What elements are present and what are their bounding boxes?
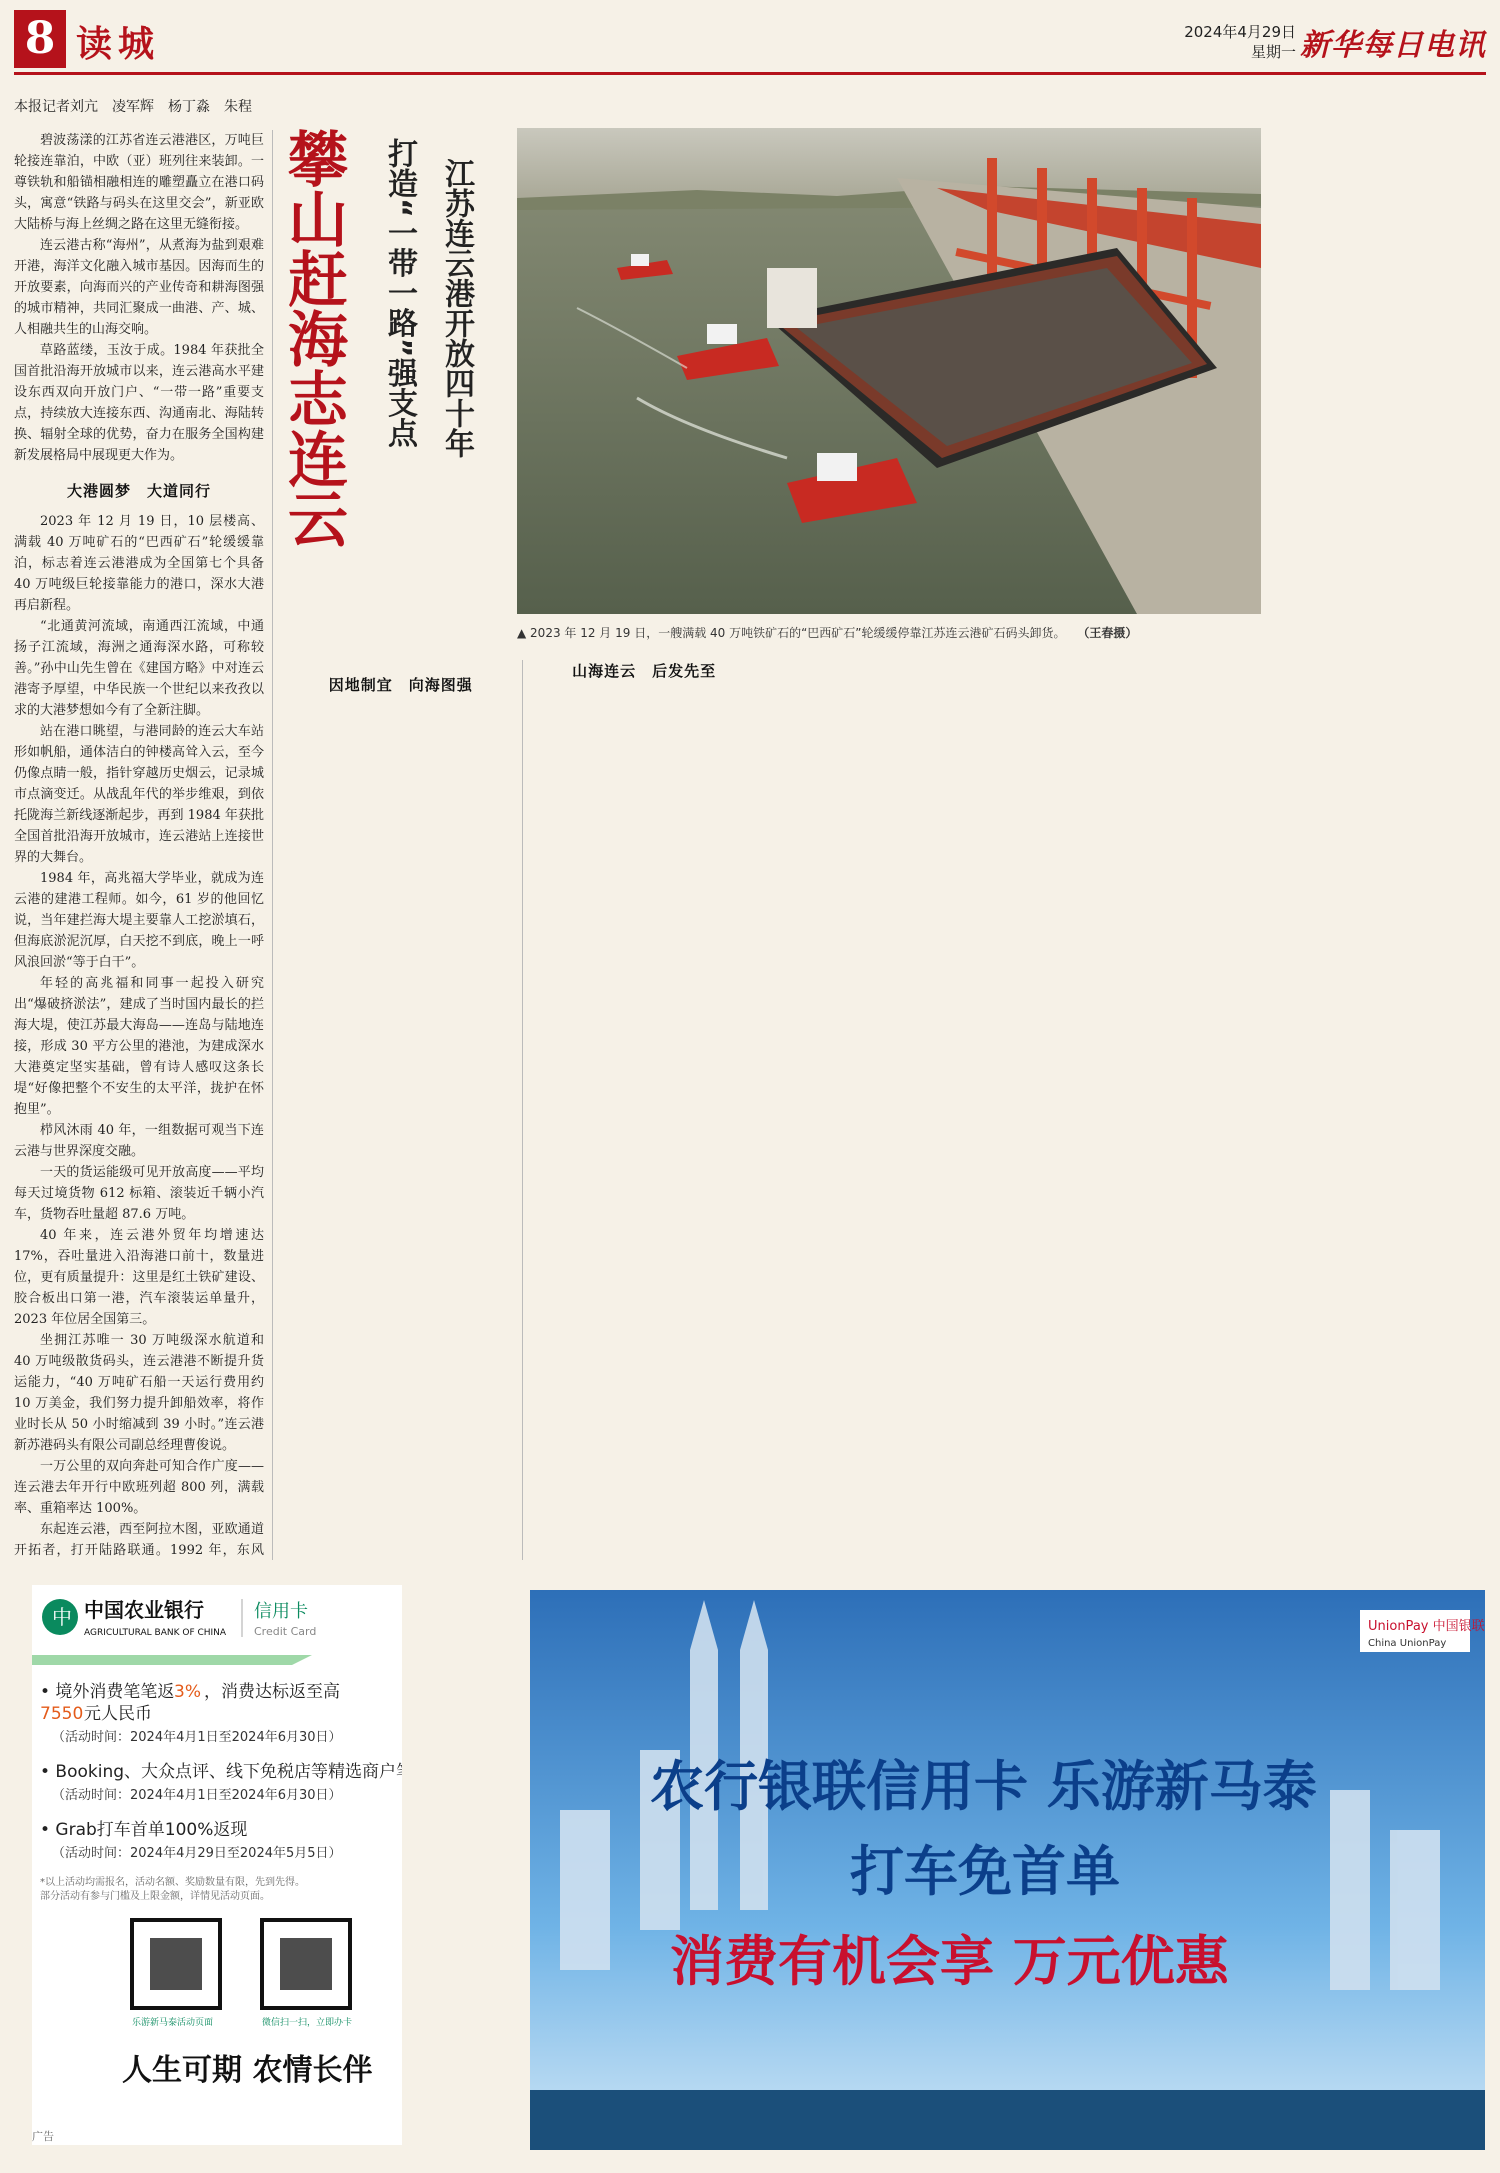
paragraph: 草路蓝缕，玉汝于成。1984 年获批全国首批沿海开放城市以来，连云港高水平建设东西双向开放门户、“一带一路”重要支点，持续放大连接东西、沟通南北、海陆转换、辐射全球的优势，奋力在服务全国构建新发展格局中展现更大作为。	[14, 343, 264, 463]
svg-text:广告: 广告	[32, 2130, 54, 2143]
svg-text:（活动时间：2024年4月29日至2024年5月5日）: （活动时间：2024年4月29日至2024年5月5日）	[52, 1846, 342, 1861]
bank-ad-left-graphic	[32, 1585, 402, 2145]
svg-text:部分活动有参与门槛及上限金额，详情见活动页面。: 部分活动有参与门槛及上限金额，详情见活动页面。	[40, 1891, 270, 1902]
paragraph: 坐拥江苏唯一 30 万吨级深水航道和 40 万吨级散货码头，连云港港不断提升货运能力，“40 万吨矿石船一天运行费用约 10 万美金，我们努力提升卸船效率，将作业时长从 50 小时缩减到 39 小时。”连云港新苏港码头有限公司副总经理曹俊说。	[14, 1333, 264, 1453]
section-title: 读城	[76, 24, 161, 65]
svg-text:人生可期 农情长伴: 人生可期 农情长伴	[122, 2053, 373, 2088]
svg-text:AGRICULTURAL BANK OF CHINA: AGRICULTURAL BANK OF CHINA	[84, 1628, 227, 1638]
caption-text: ▲ 2023 年 12 月 19 日，一艘满载 40 万吨铁矿石的“巴西矿石”轮缓缓停靠江苏连云港矿石码头卸货。	[517, 626, 1066, 640]
svg-text:3%: 3%	[174, 1682, 201, 1702]
paragraph: 栉风沐雨 40 年，一组数据可观当下连云港与世界深度交融。	[14, 1123, 264, 1159]
paragraph: “北通黄河流域，南通西江流域，中通扬子江流域，海洲之通海深水路，可称较善。”孙中山先生曾在《建国方略》中对连云港寄予厚望，中华民族一个世纪以来孜孜以求的大港梦想如今有了全新注脚。	[14, 619, 264, 718]
svg-text:Credit Card: Credit Card	[254, 1625, 317, 1638]
svg-text:消费有机会享 万元优惠: 消费有机会享 万元优惠	[670, 1930, 1229, 1993]
paragraph: 2023 年 12 月 19 日，10 层楼高、满载 40 万吨矿石的“巴西矿石”轮缓缓靠泊，标志着连云港港成为全国第七个具备 40 万吨级巨轮接靠能力的港口，深水大港再启新程。	[14, 514, 264, 613]
unionpay-ad-graphic	[530, 1590, 1485, 2150]
subhead-3: 山海连云 后发先至	[572, 662, 717, 680]
svg-text:• Booking、大众点评、线下免税店等精选商户笔笔返12: • Booking、大众点评、线下免税店等精选商户	[40, 1762, 397, 1782]
subhead-1: 大港圆梦 大道同行	[66, 482, 211, 500]
svg-text:UnionPay 中国银联: UnionPay 中国银联	[1368, 1619, 1485, 1634]
page-number: 8	[14, 10, 66, 68]
date-text: 2024年4月29日	[1184, 23, 1296, 41]
svg-text:农行银联信用卡 乐游新马泰: 农行银联信用卡 乐游新马泰	[650, 1755, 1317, 1818]
weekday-text: 星期一	[1250, 43, 1296, 61]
paragraph: 一万公里的双向奔赴可知合作广度——连云港去年开行中欧班列超 800 列，满载率、重箱率达 100%。	[14, 1459, 264, 1516]
svg-text:7550: 7550	[40, 1704, 84, 1724]
newspaper-logo: 新华每日电讯	[1300, 28, 1486, 63]
svg-text:• 境外消费笔笔返: • 境外消费笔笔返	[40, 1682, 175, 1702]
photo-caption	[517, 624, 1261, 641]
svg-text:打车免首单: 打车免首单	[850, 1840, 1120, 1903]
svg-text:信用卡: 信用卡	[254, 1601, 308, 1622]
svg-text:（活动时间：2024年4月1日至2024年6月30日）: （活动时间：2024年4月1日至2024年6月30日）	[52, 1788, 342, 1803]
issue-date	[1184, 22, 1296, 62]
port-photo-illustration	[517, 128, 1261, 614]
paragraph: 站在港口眺望，与港同龄的连云大车站形如帆船，通体洁白的钟楼高耸入云，至今仍像点睛一般，指针穿越历史烟云，记录城市点滴变迁。从战乱年代的举步维艰，到依托陇海兰新线逐渐起步，再到 1984 年获批全国首批沿海开放城市，连云港站上连接世界的大舞台。	[14, 724, 264, 865]
svg-text:元人民币: 元人民币	[84, 1704, 152, 1724]
paragraph: 40 年来，连云港外贸年均增速达 17%，吞吐量进入沿海港口前十，数量进位，更有质量提升：这里是红土铁矿建设、胶合板出口第一港，汽车滚装运单量升，2023 年位居全国第三。	[14, 1228, 264, 1327]
article-body-lower	[290, 660, 1485, 1560]
headline-sub1: 打造“一带一路”强支点	[382, 138, 417, 448]
paragraph: 一天的货运能级可见开放高度——平均每天过境货物 612 标箱、滚装近千辆小汽车，货物吞吐量超 87.6 万吨。	[14, 1165, 264, 1222]
paragraph: 东起连云港，西至阿拉木图，亚欧通道开拓者，打开陆路联通。1992 年，东风	[14, 1522, 264, 1558]
subhead-2: 因地制宜 向海图强	[328, 676, 473, 694]
svg-text:中: 中	[52, 1605, 72, 1629]
page-header	[14, 10, 1486, 75]
port-photo	[517, 128, 1261, 614]
unionpay-ad-right[interactable]	[530, 1590, 1485, 2150]
svg-text:China UnionPay: China UnionPay	[1368, 1638, 1447, 1649]
svg-text:• Grab打车首单100%返现: • Grab打车首单100%返现	[40, 1820, 248, 1840]
svg-text:，消费达标返至高: ，消费达标返至高	[204, 1682, 340, 1702]
svg-text:中国农业银行: 中国农业银行	[84, 1598, 204, 1622]
article-column-1	[14, 130, 264, 1560]
article-column-right	[1275, 96, 1485, 656]
headline-main: 攀山赶海志连云	[278, 128, 348, 548]
paragraph: 1984 年，高兆福大学毕业，就成为连云港的建港工程师。如今，61 岁的他回忆说，当年建拦海大堤主要靠人工挖淤填石，但海底淤泥沉厚，白天挖不到底，晚上一呼风浪回淤“等于白干”。	[14, 871, 264, 970]
svg-text:*以上活动均需报名，活动名额、奖励数量有限，先到先得。: *以上活动均需报名，活动名额、奖励数量有限，先到先得。	[40, 1877, 305, 1888]
svg-text:微信扫一扫，立即办卡: 微信扫一扫，立即办卡	[262, 2018, 353, 2028]
svg-text:乐游新马泰活动页面: 乐游新马泰活动页面	[132, 2018, 214, 2028]
paragraph: 年轻的高兆福和同事一起投入研究出“爆破挤淤法”，建成了当时国内最长的拦海大堤，使江苏最大海岛——连岛与陆地连接，形成 30 平方公里的港池，为建成深水大港奠定坚实基础，曾有诗人感叹这条长堤“好像把整个不安生的太平洋，拢护在怀抱里”。	[14, 976, 264, 1117]
bank-ad-left[interactable]	[32, 1585, 402, 2145]
paragraph: 连云港古称“海州”，从煮海为盐到艰难开港，海洋文化融入城市基因。因海而生的开放要素，向海而兴的产业传奇和耕海图强的城市精神，共同汇聚成一曲港、产、城、人相融共生的山海交响。	[14, 238, 264, 337]
svg-text:（活动时间：2024年4月1日至2024年6月30日）: （活动时间：2024年4月1日至2024年6月30日）	[52, 1730, 342, 1745]
byline: 本报记者刘亢 凌军辉 杨丁淼 朱程	[14, 99, 252, 115]
paragraph: 碧波荡漾的江苏省连云港港区，万吨巨轮接连靠泊，中欧（亚）班列往来装卸。一尊铁轨和船锚相融相连的雕塑矗立在港口码头，寓意“铁路与码头在这里交会”，新亚欧大陆桥与海上丝绸之路在这里无缝衔接。	[14, 133, 264, 232]
headline-sub2: 江苏连云港开放四十年	[439, 158, 474, 458]
caption-credit: （王春摄）	[1077, 626, 1138, 640]
